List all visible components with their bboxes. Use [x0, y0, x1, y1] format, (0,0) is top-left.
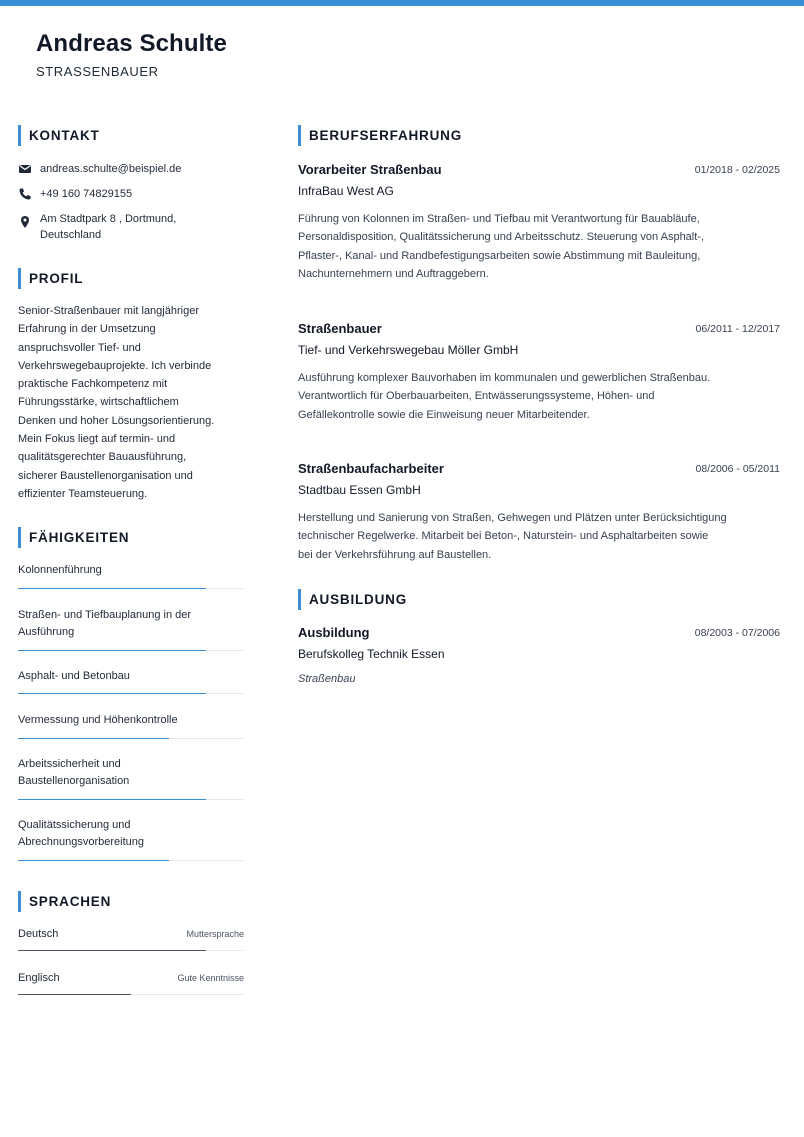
job-description-line: Nachunternehmern und Auftraggebern.: [298, 267, 489, 280]
skill-bar-track: [18, 693, 244, 694]
address-text: [40, 211, 176, 243]
email-text: andreas.schulte@beispiel.de: [40, 163, 182, 175]
section-title-education: AUSBILDUNG: [298, 589, 407, 610]
profile-line: Senior-Straßenbauer mit langjähriger: [18, 305, 199, 317]
profile-line: Führungsstärke, wirtschaftlichem: [18, 396, 179, 409]
phone-text: +49 160 74829155: [40, 188, 133, 200]
skill-bar-fill: [18, 860, 169, 861]
job-description-line: Führung von Kolonnen im Straßen- und Tiefbau mit Verantwortung für Bauabläufe,: [298, 213, 700, 225]
skill-item: [18, 607, 244, 640]
top-accent-bar: [0, 0, 804, 6]
skill-bar-fill: [18, 588, 206, 589]
profile-line: Mein Fokus liegt auf termin- und: [18, 433, 176, 446]
profile-line: anspruchsvoller Tief- und: [18, 341, 141, 354]
job-company: Tief- und Verkehrswegebau Möller GmbH: [298, 343, 519, 357]
section-title-contact: KONTAKT: [18, 125, 100, 146]
language-bar-fill: [18, 994, 131, 995]
job-title: Straßenbauer: [298, 321, 382, 336]
language-bar-track: [18, 950, 244, 951]
skill-label: Vermessung und Höhenkontrolle: [18, 714, 178, 726]
job-title: Vorarbeiter Straßenbau: [298, 162, 442, 177]
profile-line: Erfahrung in der Umsetzung: [18, 323, 156, 336]
skill-label: Straßen- und Tiefbauplanung in der: [18, 609, 192, 621]
skill-label-line2: Abrechnungsvorbereitung: [18, 835, 144, 848]
skill-item: [18, 817, 244, 850]
language-level: Gute Kenntnisse: [177, 973, 244, 983]
job-dates: 06/2011 - 12/2017: [695, 323, 780, 335]
skill-bar-fill: [18, 693, 206, 694]
candidate-role: STRASSENBAUER: [36, 64, 159, 79]
language-level: Muttersprache: [186, 929, 244, 939]
skill-bar-track: [18, 650, 244, 651]
job-dates: 01/2018 - 02/2025: [694, 164, 780, 176]
language-name: Englisch: [18, 972, 60, 984]
skill-item: [18, 668, 244, 685]
language-item: [18, 972, 244, 992]
job-description: [298, 509, 788, 564]
language-bar-fill: [18, 950, 206, 951]
skill-label-line2: Ausführung: [18, 625, 75, 638]
language-item: [18, 928, 244, 948]
profile-line: effizienter Teamsteuerung.: [18, 487, 148, 500]
job-description-line: technischer Regelwerke. Mitarbeit bei Beton-, Naturstein- und Asphaltarbeiten sowie: [298, 530, 709, 543]
job-company: InfraBau West AG: [298, 184, 394, 198]
job-dates: 08/2006 - 05/2011: [695, 463, 780, 475]
profile-line: sicherer Baustellenorganisation und: [18, 469, 193, 482]
skill-bar-track: [18, 588, 244, 589]
education-field: Straßenbau: [298, 673, 356, 685]
job-description-line: Verantwortlich für Oberbauarbeiten, Entwässerungssysteme, Höhen- und: [298, 390, 655, 403]
job-description-line: Gefällekontrolle sowie die Einweisung neuer Mitarbeitender.: [298, 408, 590, 421]
job-company: Stadtbau Essen GmbH: [298, 483, 421, 497]
skill-label: Asphalt- und Betonbau: [18, 670, 130, 682]
education-dates: 08/2003 - 07/2006: [694, 627, 780, 639]
skill-item: [18, 712, 244, 729]
education-school: Berufskolleg Technik Essen: [298, 647, 445, 661]
address-line-1: Am Stadtpark 8 , Dortmund,: [40, 213, 177, 225]
education-degree: Ausbildung: [298, 625, 370, 640]
section-title-languages: SPRACHEN: [18, 891, 111, 912]
section-title-skills: FÄHIGKEITEN: [18, 527, 129, 548]
language-bar-track: [18, 994, 244, 995]
skill-bar-track: [18, 860, 244, 861]
skill-bar-fill: [18, 738, 169, 739]
profile-text: [18, 302, 248, 503]
job-description-line: bei der Verkehrsführung auf Baustellen.: [298, 548, 492, 561]
phone-icon: [18, 187, 32, 201]
section-title-experience: BERUFSERFAHRUNG: [298, 125, 462, 146]
profile-line: praktische Fachkompetenz mit: [18, 378, 168, 391]
section-title-profile: PROFIL: [18, 268, 83, 289]
candidate-name: Andreas Schulte: [36, 30, 227, 57]
job-title: Straßenbaufacharbeiter: [298, 461, 444, 476]
profile-line: qualitätsgerechter Bauausführung,: [18, 451, 187, 464]
skill-bar-track: [18, 738, 244, 739]
map-pin-icon: [18, 215, 32, 229]
profile-line: Verkehrswegebauprojekte. Ich verbinde: [18, 359, 212, 372]
skill-bar-track: [18, 799, 244, 800]
skill-label-line2: Baustellenorganisation: [18, 774, 130, 787]
skill-bar-fill: [18, 799, 206, 800]
job-description-line: Personaldisposition, Qualitätssicherung und Arbeitsschutz. Steuerung von Asphalt-,: [298, 231, 705, 244]
skill-label: Kolonnenführung: [18, 564, 102, 576]
envelope-icon: [18, 162, 32, 176]
address-line-2: Deutschland: [40, 229, 102, 241]
job-description: [298, 369, 788, 424]
job-description-line: Pflaster-, Kanal- und Randbefestigungsarbeiten sowie Abstimmung mit Bauleitung,: [298, 249, 701, 262]
job-description-line: Ausführung komplexer Bauvorhaben im kommunalen und gewerblichen Straßenbau.: [298, 372, 711, 384]
skill-item: [18, 756, 244, 789]
language-name: Deutsch: [18, 928, 59, 940]
job-description-line: Herstellung und Sanierung von Straßen, Gehwegen und Plätzen unter Berücksichtigung: [298, 512, 727, 524]
profile-line: Denken und hoher Lösungsorientierung.: [18, 414, 215, 427]
skill-label: Qualitätssicherung und: [18, 819, 131, 831]
job-description: [298, 210, 788, 283]
skill-item: [18, 562, 244, 579]
skill-bar-fill: [18, 650, 206, 651]
skill-label: Arbeitssicherheit und: [18, 758, 121, 770]
